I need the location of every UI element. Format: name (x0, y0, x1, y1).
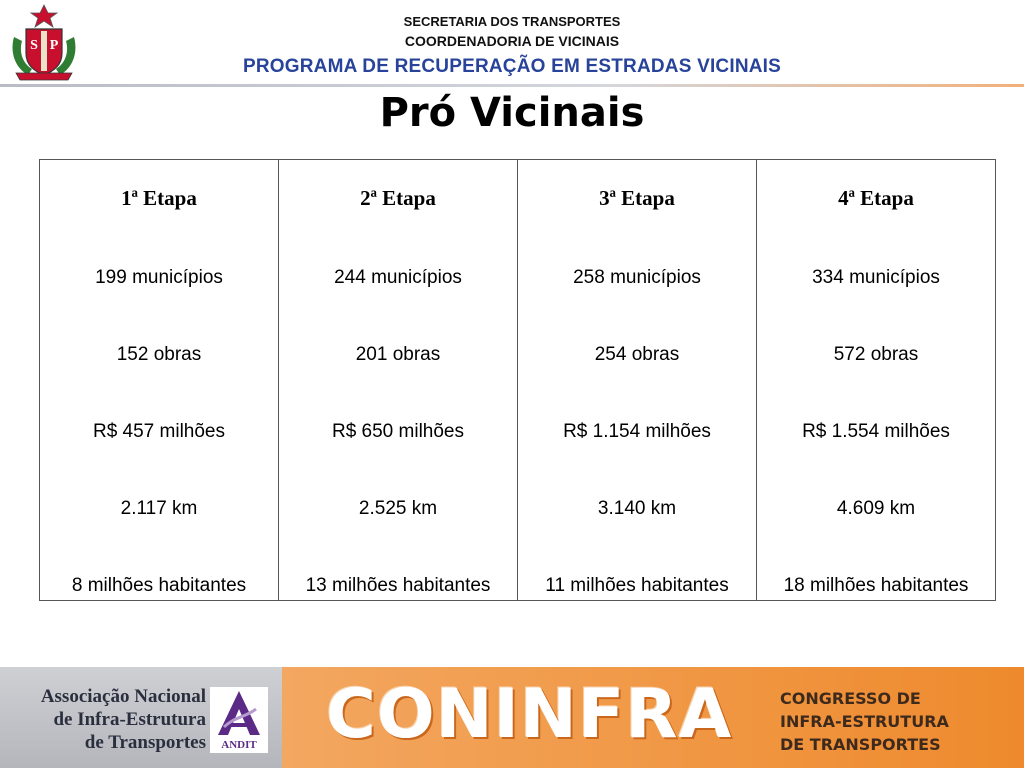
cell-obras: 572 obras (833, 344, 919, 365)
cell-municipios: 244 municípios (334, 267, 462, 288)
cell-municipios: 199 municípios (95, 267, 223, 288)
cell-habitantes: 13 milhões habitantes (305, 575, 491, 596)
congresso-line: CONGRESSO DE (780, 689, 921, 708)
table-column-etapa-2 (279, 160, 518, 601)
coninfra-panel (282, 667, 1024, 768)
andit-panel (0, 667, 282, 768)
column-heading: 2ª Etapa (360, 186, 436, 210)
table-row (40, 160, 996, 601)
page-title: Pró Vicinais (379, 90, 645, 136)
andit-logo-icon (210, 687, 268, 753)
congresso-line: INFRA-ESTRUTURA (780, 712, 949, 731)
cell-municipios: 258 municípios (573, 267, 701, 288)
cell-km: 3.140 km (597, 498, 677, 519)
cell-obras: 152 obras (116, 344, 202, 365)
cell-valor: R$ 1.554 milhões (802, 421, 950, 442)
column-heading: 4ª Etapa (838, 186, 914, 210)
cell-obras: 254 obras (594, 344, 680, 365)
header-programa: PROGRAMA DE RECUPERAÇÃO EM ESTRADAS VICINAIS (242, 56, 782, 77)
andit-name (16, 685, 206, 754)
column-heading: 3ª Etapa (599, 186, 675, 210)
header-coordenadoria: COORDENADORIA DE VICINAIS (404, 33, 620, 49)
andit-name-line: de Infra-Estrutura (53, 709, 206, 730)
cell-valor: R$ 457 milhões (92, 421, 226, 442)
congresso-line: DE TRANSPORTES (780, 735, 941, 754)
andit-name-line: de Transportes (84, 732, 206, 753)
cell-municipios: 334 municípios (812, 267, 940, 288)
cell-obras: 201 obras (355, 344, 441, 365)
table-column-etapa-1 (40, 160, 279, 601)
cell-km: 2.117 km (120, 498, 198, 519)
header-secretaria: SECRETARIA DOS TRANSPORTES (403, 14, 621, 29)
andit-name-line: Associação Nacional (40, 686, 206, 707)
congresso-text (780, 687, 949, 756)
cell-habitantes: 8 milhões habitantes (71, 575, 247, 596)
table-column-etapa-3 (518, 160, 757, 601)
footer-banner (0, 667, 1024, 768)
andit-logo-label: ANDIT (221, 739, 257, 751)
cell-habitantes: 18 milhões habitantes (783, 575, 969, 596)
cell-habitantes: 11 milhões habitantes (545, 575, 729, 596)
header-divider (0, 84, 1024, 87)
cell-valor: R$ 650 milhões (331, 421, 465, 442)
header (0, 0, 1024, 86)
cell-km: 2.525 km (358, 498, 438, 519)
column-heading: 1ª Etapa (121, 186, 197, 210)
crest-letter-p: P (49, 38, 59, 53)
crest-letter-s: S (30, 38, 38, 53)
etapas-table (39, 159, 996, 601)
cell-km: 4.609 km (836, 498, 916, 519)
cell-valor: R$ 1.154 milhões (563, 421, 711, 442)
coninfra-logo-text: CONINFRA (326, 675, 733, 754)
table-column-etapa-4 (757, 160, 996, 601)
